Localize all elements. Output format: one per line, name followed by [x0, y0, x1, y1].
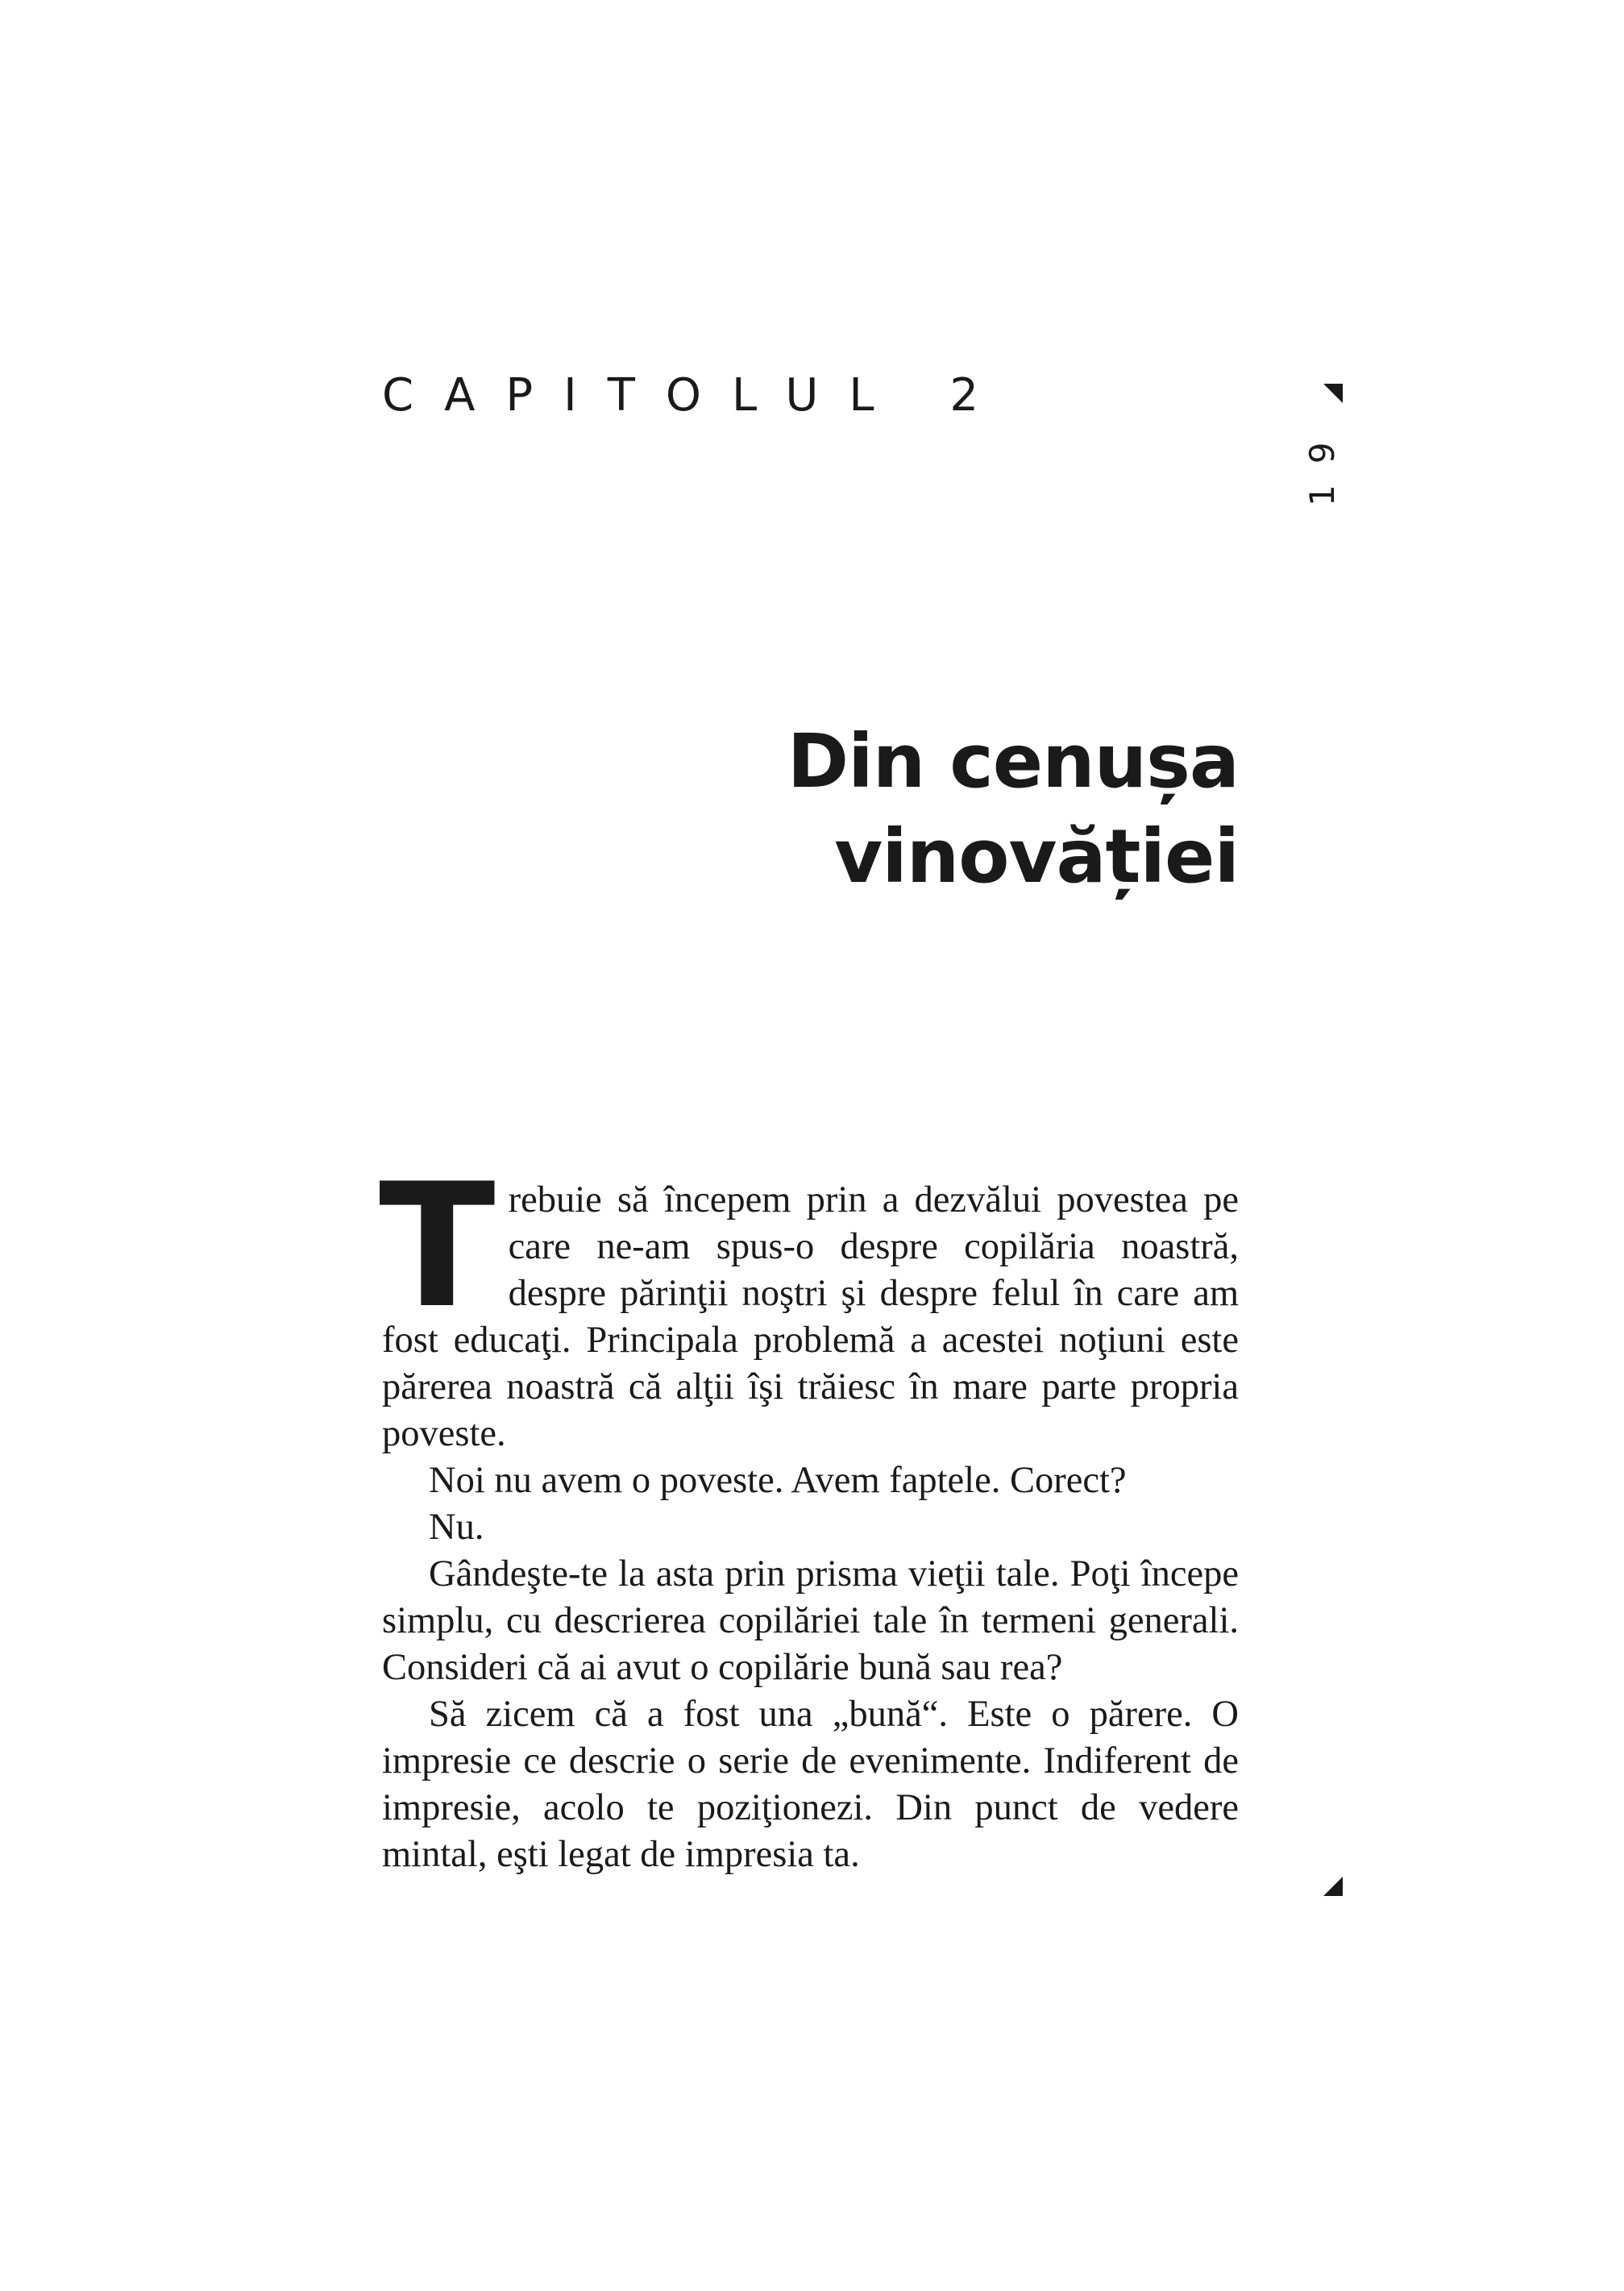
- paragraph-1: [379, 1146, 1239, 1457]
- body-text: [379, 1146, 1239, 1878]
- paragraph-2: Noi nu avem o poveste. Avem faptele. Corect?: [429, 1460, 1127, 1501]
- page-number: 19: [1302, 421, 1342, 506]
- paragraph-4: Gândeşte-te la asta prin prisma vieţii tale. Poţi începe simplu, cu descrierea copilăriei tale în termeni generali. Consideri că ai avut o copilărie bună sau rea?: [382, 1553, 1239, 1688]
- corner-triangle-top-icon: [1323, 384, 1343, 403]
- chapter-label: CAPITOLUL 2: [382, 369, 1010, 422]
- corner-triangle-bottom-icon: [1323, 1877, 1343, 1896]
- paragraph-3: Nu.: [429, 1507, 484, 1548]
- chapter-title-line-2: vinovăției: [834, 813, 1239, 900]
- drop-cap: T: [379, 1146, 496, 1345]
- chapter-title-line-1: Din cenușa: [787, 718, 1239, 805]
- paragraph-5: Să zicem că a fost una „bună“. Este o părere. O impresie ce descrie o serie de evenimente. Indiferent de impresie, acolo te poziţionezi. Din punct de vedere mintal, eşti legat de impresia ta.: [382, 1694, 1239, 1875]
- paragraph-1-text: rebuie să începem prin a dezvălui povestea pe care ne-am spus-o despre copilăria noastră, despre părinţii noştri şi despre felul în care am fost educaţi. Principala problemă a acestei noţiuni este părerea noastră că alţii îşi trăiesc în mare parte propria poveste.: [382, 1179, 1239, 1454]
- chapter-title: [513, 714, 1239, 904]
